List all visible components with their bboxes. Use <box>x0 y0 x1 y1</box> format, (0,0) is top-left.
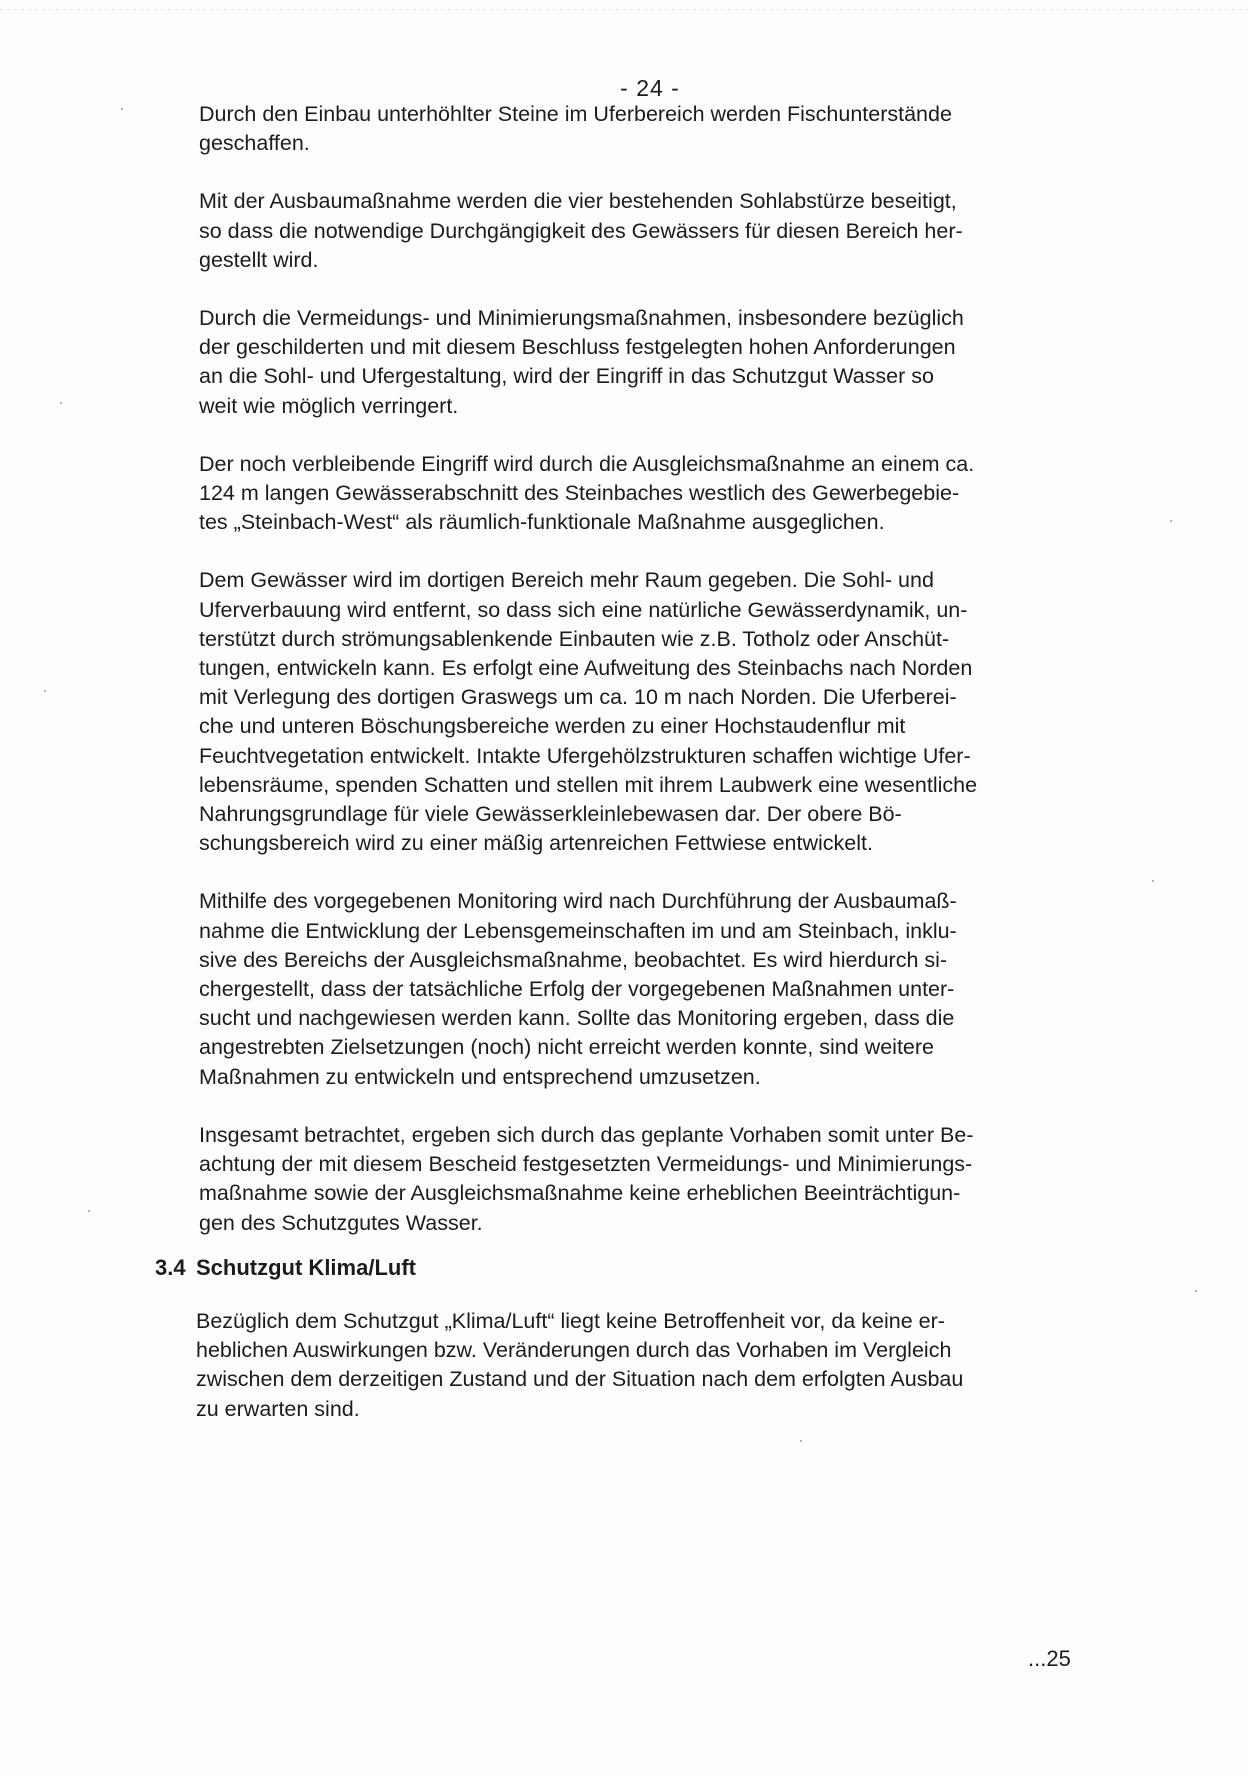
scan-speck <box>44 690 46 692</box>
scan-speck <box>60 402 62 404</box>
paragraph-gewaesser-raum: Dem Gewässer wird im dortigen Bereich mehr Raum gegeben. Die Sohl- und Uferverbauung wird entfernt, so dass sich eine natürliche Gewässerdynamik, un- terstützt durch strömungsablenkende Einbauten wie z.B. Totholz oder Anschüt- tungen, entwickeln kann. Es erfolgt eine Aufweitung des Steinbachs nach Norden mit Verlegung des dortigen Graswegs um ca. 10 m nach Norden. Die Uferberei- che und unteren Böschungsbereiche werden zu einer Hochstaudenflur mit Feuchtvegetation entwickelt. Intakte Ufergehölzstrukturen schaffen wichtige Ufer- lebensräume, spenden Schatten und stellen mit ihrem Laubwerk eine wesentliche Nahrungsgrundlage für viele Gewässerkleinlebewasen dar. Der obere Bö- schungsbereich wird zu einer mäßig artenreichen Fettwiese entwickelt. <box>199 568 978 856</box>
paragraph-monitoring: Mithilfe des vorgegebenen Monitoring wird nach Durchführung der Ausbaumaß- nahme die Entwicklung der Lebensgemeinschaften im und am Steinbach, inklu- sive des Bereichs der Ausgleichsmaßnahme, beobachtet. Es wird hierdurch si- chergestellt, dass der tatsächliche Erfolg der vorgegebenen Maßnahmen unter- sucht und nachgewiesen werden kann. Sollte das Monitoring ergeben, dass die angestrebten Zielsetzungen (noch) nicht erreicht werden konnte, sind weitere Maßnahmen zu entwickeln und entsprechend umzusetzen. <box>199 889 957 1089</box>
paragraph-minimierung: Durch die Vermeidungs- und Minimierungsmaßnahmen, insbesondere bezüglich der geschilderten und mit diesem Beschluss festgelegten hohen Anforderungen an die Sohl- und Ufergestaltung, wird der Eingriff in das Schutzgut Wasser so weit wie möglich verringert. <box>199 306 964 418</box>
scan-speck <box>1152 880 1154 882</box>
scan-edge-line <box>0 9 1248 10</box>
paragraph-fazit: Insgesamt betrachtet, ergeben sich durch das geplante Vorhaben somit unter Be- achtung der mit diesem Bescheid festgesetzten Vermeidungs- und Minimierungs- maßnahme sowie der Ausgleichsmaßnahme keine erheblichen Beeinträchtigun- gen des Schutzgutes Wasser. <box>199 1122 974 1235</box>
paragraph-fischunterstaende: Durch den Einbau unterhöhlter Steine im Uferbereich werden Fischunterstände geschaffen. <box>199 102 952 156</box>
scan-speck <box>88 1210 90 1212</box>
section-number: 3.4 <box>155 1255 186 1280</box>
page-number: - 24 - <box>620 75 680 101</box>
paragraph-sohlabstuerze: Mit der Ausbaumaßnahme werden die vier bestehenden Sohlabstürze beseitigt, so dass die notwendige Durchgängigkeit des Gewässers für diesen Bereich her- gestellt wird. <box>199 189 963 272</box>
section-paragraph: Bezüglich dem Schutzgut „Klima/Luft“ liegt keine Betroffenheit vor, da keine er- heblichen Auswirkungen bzw. Veränderungen durch das Vorhaben im Vergleich zwischen dem derzeitigen Zustand und der Situation nach dem erfolgten Ausbau zu erwarten sind. <box>196 1309 964 1421</box>
section-heading <box>155 1255 416 1281</box>
scan-speck <box>800 1440 802 1442</box>
scan-speck <box>1195 1290 1197 1292</box>
body-text <box>199 100 1099 1267</box>
section-title: Schutzgut Klima/Luft <box>196 1255 416 1280</box>
continuation-marker: ...25 <box>1028 1646 1071 1671</box>
scan-speck <box>1170 520 1172 522</box>
paragraph-ausgleich: Der noch verbleibende Eingriff wird durch die Ausgleichsmaßnahme an einem ca. 124 m langen Gewässerabschnitt des Steinbaches westlich des Gewerbegebie- tes „Steinbach-West“ als räumlich-funktionale Maßnahme ausgeglichen. <box>199 451 975 535</box>
scan-speck <box>121 108 123 110</box>
